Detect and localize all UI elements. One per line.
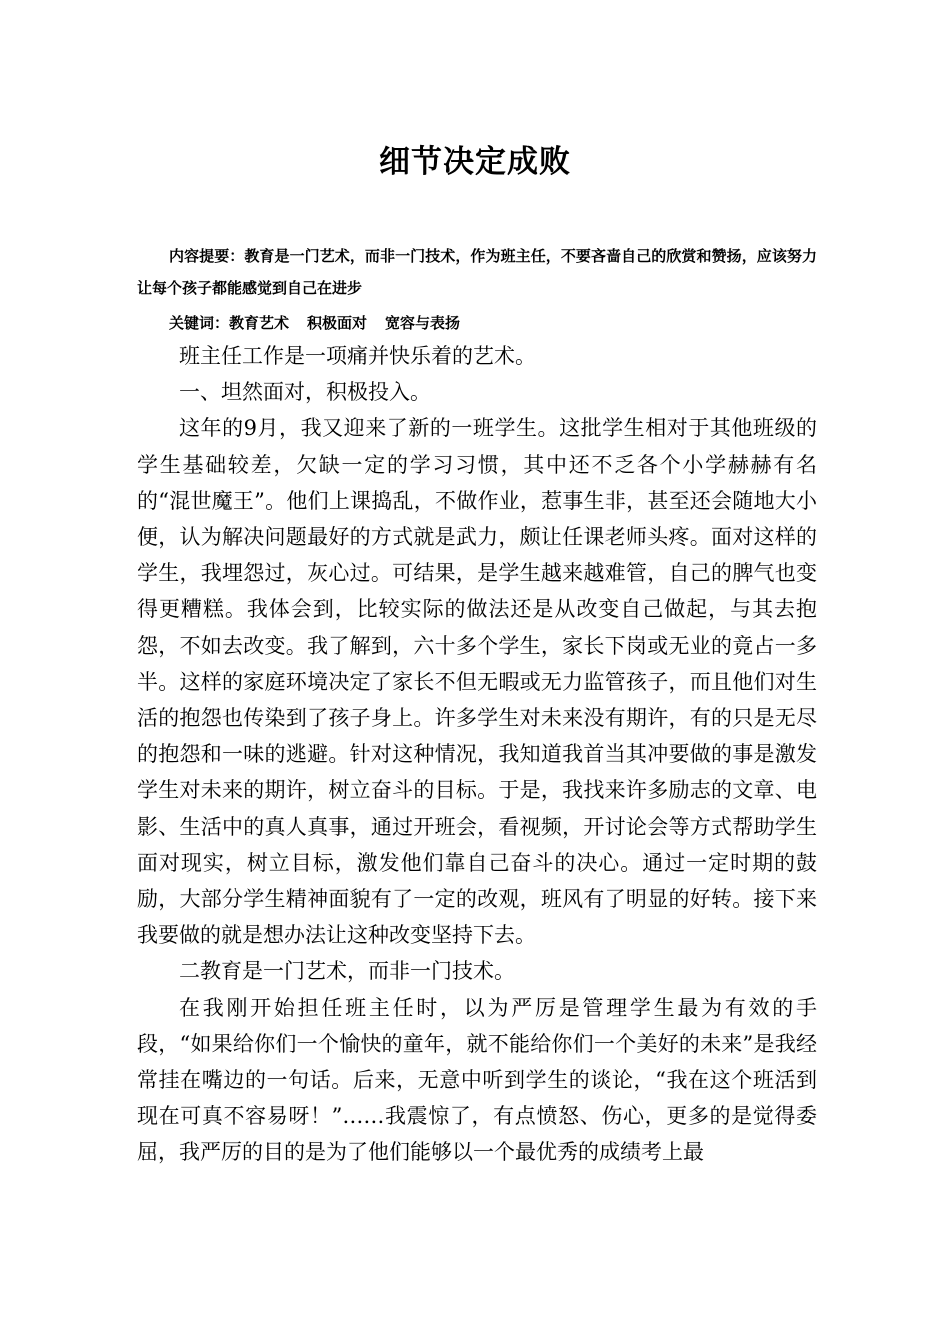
keyword-1: 教育艺术 [229,314,290,332]
section-heading-1: 一、坦然面对，积极投入。 [179,380,431,405]
paragraph-section-1: 这年的9月，我又迎来了新的一班学生。这批学生相对于其他班级的学生基础较差，欠缺一定的学习习惯，其中还不乏各个小学赫赫有名的“混世魔王”。他们上课捣乱，不做作业，惹事生非，甚至还会随地大小便，认为解决问题最好的方式就是武力，颇让任课老师头疼。面对这样的学生，我埋怨过，灰心过。可结果，是学生越来越难管，自己的脾气也变得更糟糕。我体会到，比较实际的做法还是从改变自己做起，与其去抱怨，不如去改变。我了解到，六十多个学生，家长下岗或无业的竟占一多半。这样的家庭环境决定了家长不但无暇或无力监管孩子，而且他们对生活的抱怨也传染到了孩子身上。许多学生对未来没有期许，有的只是无尽的抱怨和一味的逃避。针对这种情况，我知道我首当其冲要做的事是激发学生对未来的期许，树立奋斗的目标。于是，我找来许多励志的文章、电影、生活中的真人真事，通过开班会，看视频，开讨论会等方式帮助学生面对现实，树立目标，激发他们靠自己奋斗的决心。通过一定时期的鼓励，大部分学生精神面貌有了一定的改观，班风有了明显的好转。接下来我要做的就是想办法让这种改变坚持下去。 [137,416,817,948]
keyword-2: 积极面对 [307,314,368,332]
body-text [137,338,817,1171]
keywords-label: 关键词： [169,314,230,332]
keywords-line [169,308,819,338]
paragraph-section-2: 在我刚开始担任班主任时，以为严厉是管理学生最为有效的手段，“如果给你们一个愉快的童年，就不能给你们一个美好的未来”是我经常挂在嘴边的一句话。后来，无意中听到学生的谈论，“我在这个班活到现在可真不容易呀！”……我震惊了，有点愤怒、伤心，更多的是觉得委屈，我严厉的目的是为了他们能够以一个最优秀的成绩考上最 [137,995,817,1165]
document-title: 细节决定成败 [379,144,571,180]
keyword-3: 宽容与表扬 [385,314,461,332]
section-heading-2: 二教育是一门艺术，而非一门技术。 [179,959,515,984]
abstract: 内容提要：教育是一门艺术，而非一门技术，作为班主任，不要吝啬自己的欣赏和赞扬，应该努力让每个孩子都能感觉到自己在进步 [137,247,817,297]
paragraph-intro: 班主任工作是一项痛并快乐着的艺术。 [179,344,536,368]
